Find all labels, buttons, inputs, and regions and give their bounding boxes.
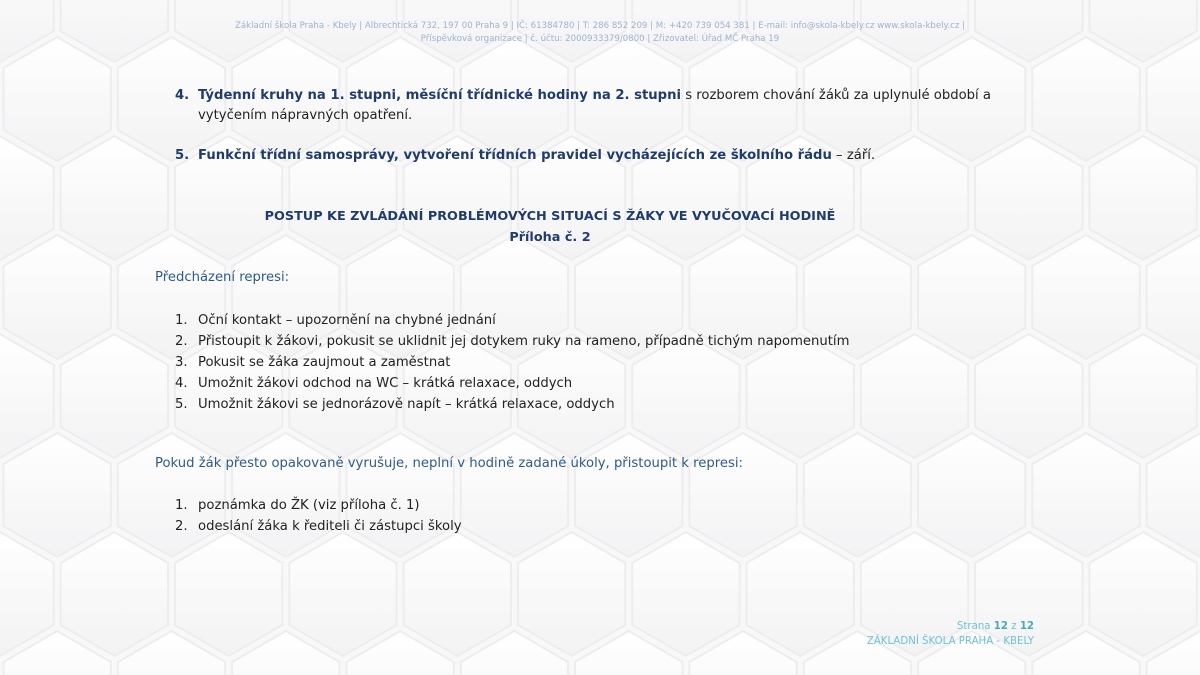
section-title: POSTUP KE ZVLÁDÁNÍ PROBLÉMOVÝCH SITUACÍ S ŽÁKY VE VYUČOVACÍ HODINĚ xyxy=(264,209,836,224)
list-item-bold-text: Týdenní kruhy na 1. stupni, měsíční třídnické hodiny na 2. stupni xyxy=(198,88,682,103)
list-item-4 xyxy=(175,86,1035,126)
list-item: 1. poznámka do ŽK (viz příloha č. 1) xyxy=(175,498,420,513)
prevention-list xyxy=(175,310,849,415)
list-item: 2. Přistoupit k žákovi, pokusit se uklidnit jej dotykem ruky na rameno, případně tichým napomenutím xyxy=(175,334,850,349)
list-item: 4. Umožnit žákovi odchod na WC – krátká relaxace, oddych xyxy=(175,376,573,391)
letterhead xyxy=(0,20,1200,46)
list-item: 3. Pokusit se žáka zaujmout a zaměstnat xyxy=(175,355,451,370)
letterhead-line-2: Příspěvková organizace | č. účtu: 2000933379/0800 | Zřizovatel: Úřad MČ Praha 19 xyxy=(420,34,780,44)
list-item-text: – září. xyxy=(831,148,876,163)
footer-school-name: ZÁKLADNÍ ŠKOLA PRAHA - KBELY xyxy=(866,636,1034,647)
list-item-bold-text: Funkční třídní samosprávy, vytvoření třídních pravidel vycházejících ze školního řádu xyxy=(198,148,832,163)
list-item: 2. odeslání žáka k řediteli či zástupci školy xyxy=(175,519,462,534)
page-footer xyxy=(867,619,1034,649)
repression-list xyxy=(175,495,462,537)
list-item-5 xyxy=(175,146,1035,166)
list-item: 5. Umožnit žákovi se jednorázově napít – krátká relaxace, oddych xyxy=(175,397,615,412)
list-item-number: 5. xyxy=(175,148,190,163)
page-number: Strana 12 z 12 xyxy=(956,621,1034,632)
list-item-number: 4. xyxy=(175,88,190,103)
section-subtitle: Příloha č. 2 xyxy=(509,230,591,245)
list-item-text: s rozborem chování žáků za uplynulé období a vytyčením nápravných opatření. xyxy=(198,88,991,123)
letterhead-line-1: Základní škola Praha - Kbely | Albrechtická 732, 197 00 Praha 9 | IČ: 61384780 | T: 286 852 209 | M: +420 739 054 381 | E-mail: info@skola-kbely.cz www.skola-kbely.cz | xyxy=(235,21,965,31)
list-item: 1. Oční kontakt – upozornění na chybné jednání xyxy=(175,313,496,328)
repression-heading: Pokud žák přesto opakovaně vyrušuje, neplní v hodině zadané úkoly, přistoupit k represi: xyxy=(155,456,743,471)
prevention-heading: Předcházení represi: xyxy=(155,270,290,285)
